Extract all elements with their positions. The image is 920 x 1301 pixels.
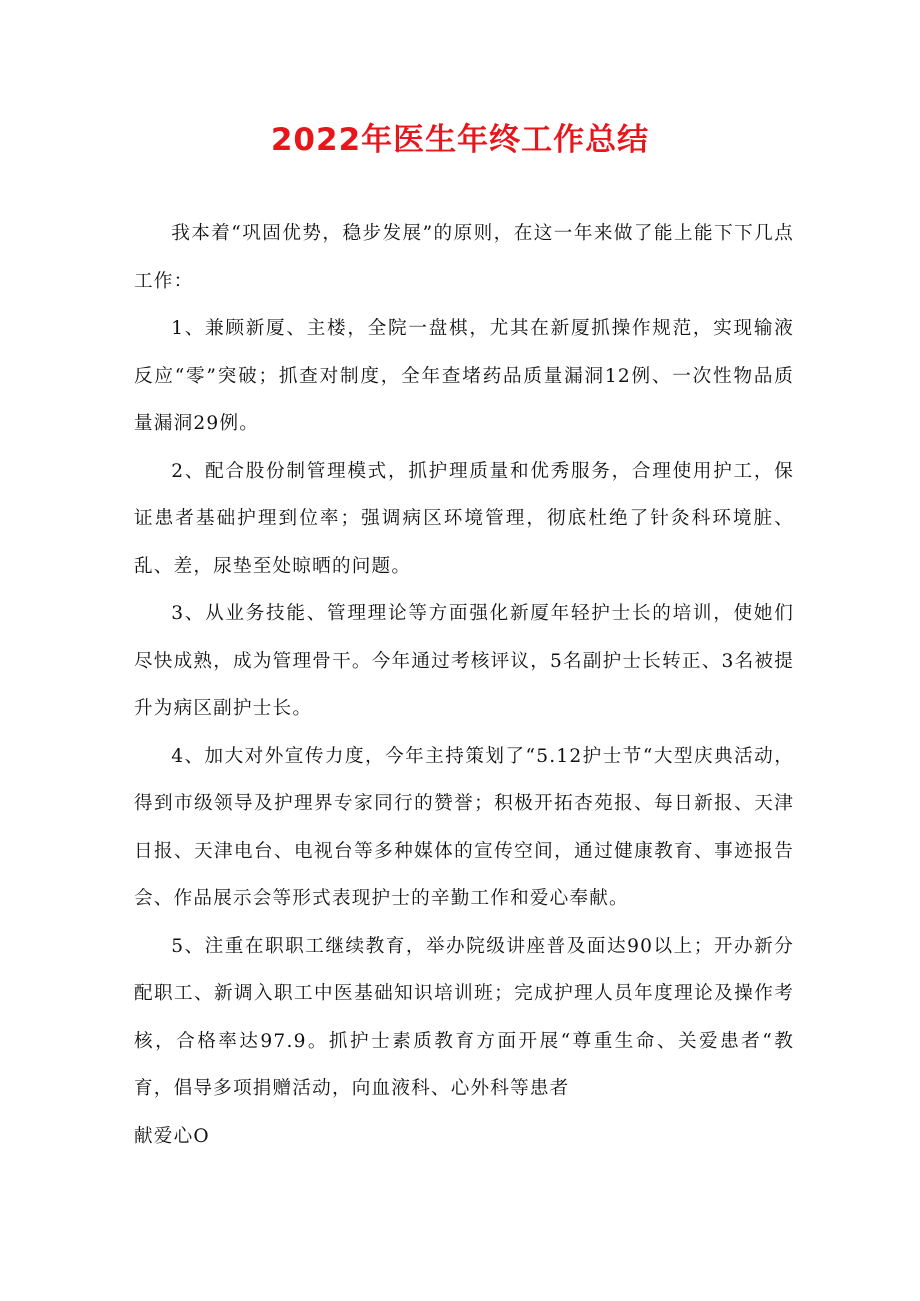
item-5-paragraph: 5、注重在职职工继续教育，举办院级讲座普及面达90以上；开办新分配职工、新调入职工中医基础知识培训班；完成护理人员年度理论及操作考核，合格率达97.9。抓护士素质教育方面开展“尊重生命、关爱患者“教育，倡导多项捐赠活动，向血液科、心外科等患者 [134,935,794,1099]
item-1-paragraph: 1、兼顾新厦、主楼，全院一盘棋，尤其在新厦抓操作规范，实现输液反应“零”突破；抓查对制度，全年查堵药品质量漏洞12例、一次性物品质量漏洞29例。 [134,318,794,434]
item-3-paragraph: 3、从业务技能、管理理论等方面强化新厦年轻护士长的培训，使她们尽快成熟，成为管理骨干。今年通过考核评议，5名副护士长转正、3名被提升为病区副护士长。 [134,603,794,719]
final-line: 献爱心O [134,1125,210,1147]
item-2-paragraph: 2、配合股份制管理模式，抓护理质量和优秀服务，合理使用护工，保证患者基础护理到位率；强调病区环境管理，彻底杜绝了针灸科环境脏、乱、差，尿垫至处晾晒的问题。 [134,460,794,577]
item-4-paragraph: 4、加大对外宣传力度，今年主持策划了“5.12护士节“大型庆典活动，得到市级领导及护理界专家同行的赞誉；积极开拓杏苑报、每日新报、天津日报、天津电台、电视台等多种媒体的宣传空间，通过健康教育、事迹报告会、作品展示会等形式表现护士的辛勤工作和爱心奉献。 [134,745,794,909]
document-title: 2022年医生年终工作总结 [270,122,650,158]
document-body [134,210,794,1160]
intro-paragraph: 我本着“巩固优势，稳步发展”的原则，在这一年来做了能上能下下几点工作： [134,223,794,292]
